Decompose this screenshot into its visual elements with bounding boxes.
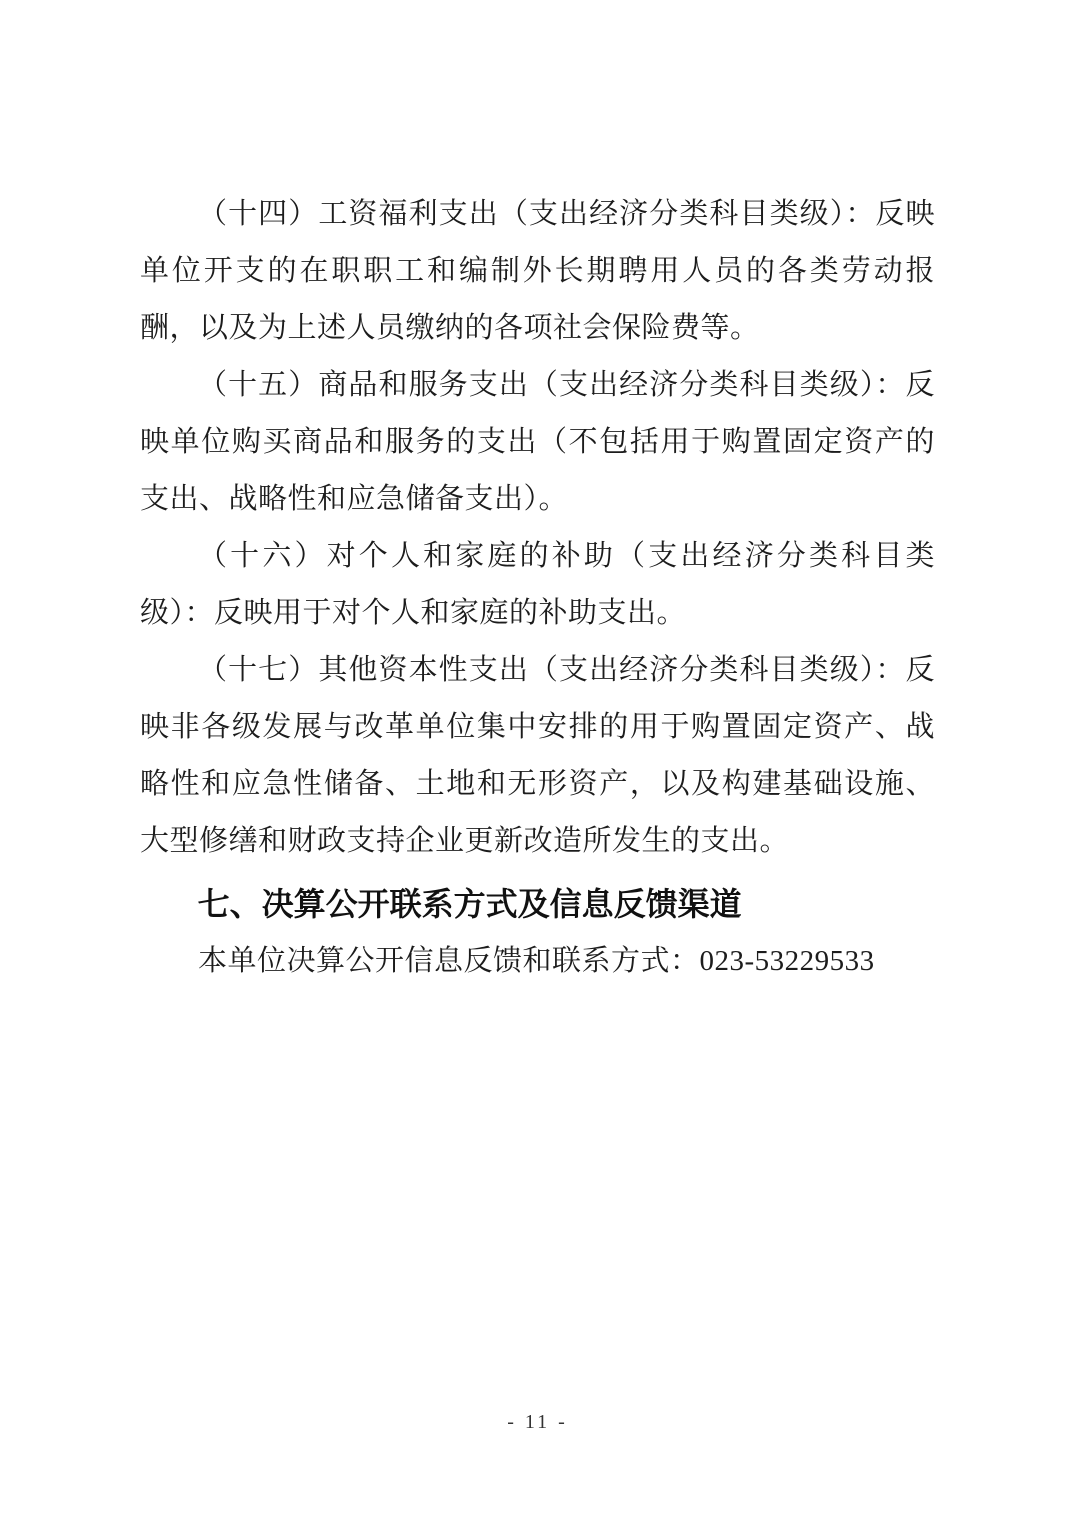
paragraph-item-17: （十七）其他资本性支出（支出经济分类科目类级）：反映非各级发展与改革单位集中安排的用于购置固定资产、战略性和应急性储备、土地和无形资产，以及构建基础设施、大型修缮和财政支持企业更新改造所发生的支出。 — [140, 654, 935, 857]
contact-line: 本单位决算公开信息反馈和联系方式：023-53229533 — [198, 945, 875, 977]
page-number: - 11 - — [507, 1411, 568, 1433]
paragraph-item-15: （十五）商品和服务支出（支出经济分类科目类级）：反映单位购买商品和服务的支出（不包括用于购置固定资产的支出、战略性和应急储备支出）。 — [140, 369, 935, 515]
paragraph-item-14: （十四）工资福利支出（支出经济分类科目类级）：反映单位开支的在职职工和编制外长期聘用人员的各类劳动报酬，以及为上述人员缴纳的各项社会保险费等。 — [140, 198, 935, 344]
section-heading: 七、决算公开联系方式及信息反馈渠道 — [197, 886, 742, 922]
paragraph-item-16: （十六）对个人和家庭的补助（支出经济分类科目类级）：反映用于对个人和家庭的补助支出。 — [140, 540, 935, 629]
page-footer — [0, 1411, 1075, 1434]
